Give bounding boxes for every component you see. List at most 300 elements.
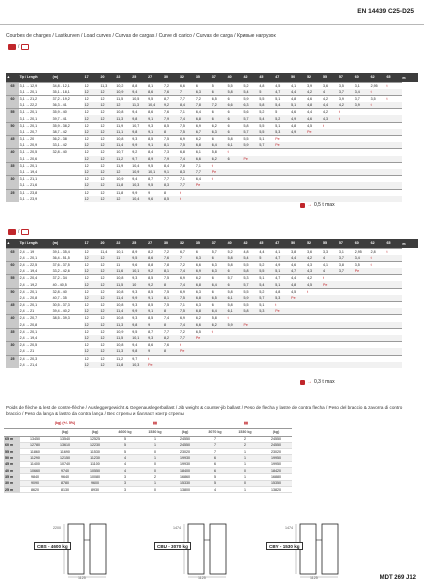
reach-cell: 37,2 - 34 <box>52 275 84 282</box>
trolley-icon <box>8 44 16 50</box>
load-cell: 11,4 <box>116 142 132 149</box>
load-cell: 10,9 <box>116 328 132 335</box>
load-cell: 9,5 <box>132 328 148 335</box>
load-cell: 5,5 <box>259 122 275 129</box>
reach-cell <box>52 335 84 342</box>
load-cell: 10,2 <box>116 82 132 89</box>
weight-cell: 12230 <box>80 442 110 448</box>
load-cell: 12 <box>84 182 100 189</box>
load-cell: 5,4 <box>259 115 275 122</box>
load-cell <box>291 176 307 183</box>
weight-cell: 18400 <box>170 467 200 473</box>
jib-length-cell: 35 <box>6 328 19 335</box>
radius-header: 17 <box>84 239 100 248</box>
load-cell <box>306 335 322 342</box>
load-cell <box>386 255 402 262</box>
load-cell: 5,5 <box>259 95 275 102</box>
weight-cell: 24550 <box>260 442 292 448</box>
load-cell: 12 <box>100 162 116 169</box>
load-cell <box>370 348 386 355</box>
load-cell <box>338 142 354 149</box>
load-cell <box>354 342 370 349</box>
load-cell: 4,8 <box>259 82 275 89</box>
load-cell <box>211 189 227 196</box>
load-cell <box>259 348 275 355</box>
load-cell: 5,4 <box>243 255 259 262</box>
table-row <box>6 315 418 322</box>
load-cell: 7,7 <box>163 176 179 183</box>
load-cell: 5,6 <box>243 109 259 116</box>
ballast-icon-2: ▮▮ <box>200 418 292 428</box>
radius-header: 62 <box>370 73 386 82</box>
range-cell: 2,4 → 19,2 <box>19 282 38 287</box>
range-cell: 3,1 → 23,9 <box>19 197 38 202</box>
weight-cell: 6 <box>200 455 230 461</box>
load-cell: 4,7 <box>275 255 291 262</box>
load-cell: 4,4 <box>322 102 338 109</box>
load-cell: 5 <box>259 255 275 262</box>
reach-cell <box>52 189 84 196</box>
load-cell: 12 <box>100 355 116 362</box>
load-cell: 4,4 <box>291 275 307 282</box>
load-cell: 6 <box>227 122 243 129</box>
load-cell: 6,3 <box>195 302 211 309</box>
radius-header: 65 <box>386 73 402 82</box>
load-cell: 5 <box>211 82 227 89</box>
range-cell: 3,1 → 20,9 <box>19 143 38 148</box>
load-cell <box>306 136 322 143</box>
load-cell <box>259 169 275 176</box>
load-cell <box>370 156 386 163</box>
load-cell: 8,8 <box>148 261 164 268</box>
load-cell: 5,1 <box>259 275 275 282</box>
weight-cell: 7 <box>200 449 230 455</box>
radius-header: 22 <box>116 239 132 248</box>
reach-cell: 35,9 - 40 <box>52 109 84 116</box>
load-cell <box>338 281 354 288</box>
load-cell: t <box>211 176 227 183</box>
standard-label: EN 14439 C25-D25 <box>357 8 414 15</box>
load-cell <box>243 355 259 362</box>
load-cell: 4,9 <box>291 115 307 122</box>
load-cell <box>275 182 291 189</box>
radius-header: 55 <box>322 239 338 248</box>
weight-cell: 9840 <box>20 474 50 480</box>
weight-cell: 9090 <box>20 480 50 486</box>
load-cell: 3,4 <box>354 89 370 96</box>
table-row <box>6 129 418 136</box>
load-cell <box>259 196 275 203</box>
load-cell <box>243 196 259 203</box>
load-cell: Pe <box>211 169 227 176</box>
table-row <box>6 149 418 156</box>
load-cell: 6 <box>211 275 227 282</box>
load-cell: 2,95 <box>354 248 370 255</box>
load-cell <box>354 335 370 342</box>
load-cell: 5,8 <box>227 288 243 295</box>
load-cell: 4,4 <box>291 89 307 96</box>
load-cell: t <box>386 95 402 102</box>
weight-cell: 5 <box>110 442 140 448</box>
load-cell: 6 <box>211 136 227 143</box>
load-cell: 9,3 <box>132 302 148 309</box>
load-cell <box>306 342 322 349</box>
table-row <box>6 109 418 116</box>
load-cell: 11,4 <box>116 295 132 302</box>
load-cell <box>322 156 338 163</box>
reach-cell: 38,5 - 39,3 <box>52 315 84 322</box>
weight-cell: 12525 <box>80 436 110 442</box>
load-cell <box>370 275 386 282</box>
load-cell: 8,2 <box>163 335 179 342</box>
load-cell: t <box>370 89 386 96</box>
load-cell <box>370 142 386 149</box>
block-label: CBY - 1530 kg <box>266 542 303 550</box>
load-cell <box>354 196 370 203</box>
jib-length-cell <box>6 348 19 355</box>
load-cell: Pe <box>148 362 164 369</box>
weight-cell: 16880 <box>260 474 292 480</box>
cw-header: 1530 kg <box>230 428 260 436</box>
load-cell <box>306 156 322 163</box>
load-cell <box>291 189 307 196</box>
load-cell: 3,1 <box>354 82 370 89</box>
load-cell: 12 <box>100 348 116 355</box>
chart1-mode-icons: / <box>8 44 29 50</box>
jib-length-cell: 45 <box>6 302 19 309</box>
load-cell <box>386 109 402 116</box>
load-cell <box>243 342 259 349</box>
load-cell <box>354 348 370 355</box>
range-cell: 2,4 → 21 <box>19 349 35 354</box>
radius-header: 22 <box>116 73 132 82</box>
load-cell: t <box>211 328 227 335</box>
reach-cell <box>52 342 84 349</box>
load-cell <box>322 129 338 136</box>
load-cell: 11,9 <box>116 122 132 129</box>
radius-header: 47 <box>275 73 291 82</box>
weight-cell: 24550 <box>260 436 292 442</box>
load-cell <box>354 176 370 183</box>
ballast-block <box>148 520 258 580</box>
weight-cell: 1 <box>230 455 260 461</box>
load-cell <box>275 362 291 369</box>
table-row <box>6 322 418 329</box>
radius-header: 65 <box>386 239 402 248</box>
load-cell: 10,1 <box>116 248 132 255</box>
load-cell <box>338 156 354 163</box>
load-cell <box>370 189 386 196</box>
weight-icon <box>300 380 305 385</box>
load-cell: 10,7 <box>132 122 148 129</box>
load-cell: 11,3 <box>116 322 132 329</box>
load-cell: Pe <box>179 348 195 355</box>
jib-length-cell <box>6 268 19 275</box>
load-cell <box>195 196 211 203</box>
load-cell <box>227 176 243 183</box>
load-cell: 12 <box>100 308 116 315</box>
weight-cell: 3 <box>110 486 140 492</box>
load-cell <box>370 149 386 156</box>
load-cell: Pe <box>195 335 211 342</box>
load-cell <box>386 156 402 163</box>
jib-length-cell <box>6 142 19 149</box>
ballast-block <box>260 520 370 580</box>
load-cell <box>195 348 211 355</box>
load-cell <box>370 281 386 288</box>
load-cell <box>386 362 402 369</box>
load-cell: 8,1 <box>163 295 179 302</box>
load-cell: 6,3 <box>211 129 227 136</box>
radius-header: 52 <box>306 239 322 248</box>
load-cell: 12 <box>100 182 116 189</box>
load-cell <box>291 315 307 322</box>
load-cell <box>338 275 354 282</box>
load-cell <box>370 109 386 116</box>
load-cell <box>386 322 402 329</box>
load-cell: 9,1 <box>148 308 164 315</box>
load-cell <box>291 136 307 143</box>
load-cell <box>370 362 386 369</box>
load-cell <box>370 302 386 309</box>
load-cell <box>306 169 322 176</box>
load-cell: 6 <box>227 109 243 116</box>
radius-header: 52 <box>306 73 322 82</box>
load-cell <box>306 322 322 329</box>
reach-cell: 36,3 - 41 <box>52 103 67 108</box>
range-cell: 2,4 → 20,7 <box>19 315 52 322</box>
load-cell: 6 <box>195 82 211 89</box>
load-cell <box>291 142 307 149</box>
jib-length-cell: 45 <box>6 136 19 143</box>
load-cell: 11,5 <box>116 335 132 342</box>
load-cell: 5,1 <box>259 302 275 309</box>
load-cell: 9,9 <box>132 189 148 196</box>
load-cell: 12 <box>100 122 116 129</box>
load-cell <box>291 342 307 349</box>
table-row <box>6 342 418 349</box>
load-cell: 4,9 <box>291 129 307 136</box>
weight-cell: 15330 <box>170 480 200 486</box>
load-cell: 7,2 <box>163 248 179 255</box>
load-cell: 6,4 <box>195 109 211 116</box>
load-cell: 10,3 <box>132 182 148 189</box>
table-row <box>6 102 418 109</box>
weight-cell: 5 <box>110 449 140 455</box>
load-cell <box>306 362 322 369</box>
range-cell: 2,4 → 22,5 <box>19 261 52 268</box>
load-cell <box>243 149 259 156</box>
weight-cell: 4 <box>110 455 140 461</box>
table-row <box>6 295 418 302</box>
load-cell: 4,9 <box>275 261 291 268</box>
weight-cell: 12780 <box>20 442 50 448</box>
weight-cell: 2 <box>140 474 170 480</box>
load-cell <box>354 288 370 295</box>
radius-header: 57 <box>338 73 354 82</box>
load-cell: 12 <box>100 342 116 349</box>
weight-cell: 13540 <box>50 436 80 442</box>
subtitle: Courbes de charges / Lastkurven / Load curves / Curvas de cargas / Curve di carico / Curvas de carga / Кривые нагрузок <box>6 33 276 39</box>
cw-header: (kg) <box>170 428 200 436</box>
load-cell: 9,7 <box>132 355 148 362</box>
load-cell <box>179 362 195 369</box>
load-cell: 5,8 <box>243 308 259 315</box>
reach-cell: 39,1 - 35,4 <box>52 248 84 255</box>
load-cell <box>275 169 291 176</box>
load-cell: 5,2 <box>259 261 275 268</box>
weight-cell: 13450 <box>20 436 50 442</box>
reach-cell <box>52 328 84 335</box>
weight-cell: 10740 <box>50 461 80 467</box>
jib-length-cell: 40 m <box>4 467 20 473</box>
load-cell: 9,8 <box>132 322 148 329</box>
load-cell: 5,1 <box>275 95 291 102</box>
load-cell <box>322 182 338 189</box>
load-cell: 4,5 <box>306 122 322 129</box>
load-cell <box>338 169 354 176</box>
load-cell <box>322 162 338 169</box>
load-cell <box>370 176 386 183</box>
reach-cell: 40 - 40,5 <box>52 282 67 287</box>
load-cell <box>243 162 259 169</box>
doc-number: MDT 269 J12 <box>379 575 416 581</box>
range-cell: 3,1 → 20,7 <box>19 129 38 134</box>
radius-header: 20 <box>100 239 116 248</box>
load-cell: Pe <box>275 136 291 143</box>
reach-cell: 30,5 - 37,3 <box>52 302 84 309</box>
load-cell: 7,1 <box>195 162 211 169</box>
load-cell: t <box>370 261 386 268</box>
load-cell: t <box>306 288 322 295</box>
block-label: CBS - 4600 kg <box>34 542 71 550</box>
load-cell: 6,8 <box>195 295 211 302</box>
cw-header: 3070 kg <box>200 428 230 436</box>
range-cell: 3,1 → 20,1 <box>19 162 52 169</box>
block-width: 1125 <box>198 576 206 580</box>
load-cell: 11,6 <box>116 268 132 275</box>
load-cell <box>227 362 243 369</box>
load-cell: 10,8 <box>116 288 132 295</box>
table-row <box>6 176 418 183</box>
load-cell <box>386 275 402 282</box>
load-cell: 6 <box>227 281 243 288</box>
load-cell: 6 <box>227 115 243 122</box>
load-cell <box>243 348 259 355</box>
load-cell: 4,8 <box>291 281 307 288</box>
load-cell: 5,3 <box>243 275 259 282</box>
load-cell: 9,3 <box>148 122 164 129</box>
load-cell: 12 <box>84 288 100 295</box>
load-cell <box>306 162 322 169</box>
load-cell: 5,1 <box>275 122 291 129</box>
load-cell: 4,8 <box>275 288 291 295</box>
load-cell <box>370 295 386 302</box>
jib-length-cell: 25 <box>6 189 19 196</box>
range-cell: 3,1 → 21,6 <box>19 183 38 188</box>
load-cell: 4,2 <box>306 275 322 282</box>
load-cell: 9,8 <box>132 348 148 355</box>
radius-header: 45 <box>259 239 275 248</box>
range-cell: 2,4 → 20,1 <box>19 288 52 295</box>
table-row <box>6 136 418 143</box>
load-cell <box>227 328 243 335</box>
jib-length-cell <box>6 335 19 342</box>
load-cell <box>386 335 402 342</box>
reach-cell <box>52 162 84 169</box>
hook-icon <box>21 44 29 50</box>
load-cell <box>370 308 386 315</box>
range-cell: 2,4 → 20,4 <box>19 275 52 282</box>
load-cell: 7 <box>179 89 195 96</box>
load-cell: 4,5 <box>306 281 322 288</box>
load-cell <box>354 295 370 302</box>
load-cell: 12 <box>100 315 116 322</box>
load-cell: 10,1 <box>148 169 164 176</box>
load-cell <box>291 182 307 189</box>
cw-header: (kg) <box>50 428 80 436</box>
radius-header: 32 <box>179 239 195 248</box>
load-cell: 10,8 <box>116 136 132 143</box>
load-cell: 8,9 <box>148 156 164 163</box>
hook-icon <box>21 229 29 235</box>
range-cell: 3,1 → 12,9 <box>19 82 52 89</box>
jib-length-cell <box>6 322 19 329</box>
load-cell: 6,9 <box>195 268 211 275</box>
load-cell: 5,4 <box>259 281 275 288</box>
load-cell: t <box>179 189 195 196</box>
load-cell: 3,9 <box>338 95 354 102</box>
load-cell: 6 <box>227 129 243 136</box>
load-cell <box>386 328 402 335</box>
weight-cell: 6 <box>200 467 230 473</box>
load-cell: 6,7 <box>195 129 211 136</box>
load-cell <box>386 189 402 196</box>
load-cell: 4,4 <box>259 248 275 255</box>
load-cell: 8,9 <box>132 248 148 255</box>
load-cell <box>338 328 354 335</box>
load-cell: 3,6 <box>306 248 322 255</box>
load-cell <box>370 342 386 349</box>
load-cell <box>243 328 259 335</box>
load-cell <box>386 182 402 189</box>
table-row <box>6 196 418 203</box>
table-row <box>6 281 418 288</box>
load-cell: 12 <box>100 281 116 288</box>
load-cell: 6,1 <box>227 142 243 149</box>
load-cell: 5,8 <box>227 136 243 143</box>
load-cell: 7,2 <box>211 102 227 109</box>
load-cell <box>370 268 386 275</box>
load-cell: 4,1 <box>322 261 338 268</box>
load-cell: 5,4 <box>275 102 291 109</box>
load-cell: 6,9 <box>179 315 195 322</box>
load-cell: 6,8 <box>195 115 211 122</box>
weight-cell: 3 <box>110 480 140 486</box>
load-cell <box>386 348 402 355</box>
load-cell: t <box>338 109 354 116</box>
load-cell: 12 <box>100 109 116 116</box>
load-cell <box>354 315 370 322</box>
load-cell: 3,5 <box>354 261 370 268</box>
radius-header: 62 <box>370 239 386 248</box>
load-cell <box>370 182 386 189</box>
load-cell <box>370 129 386 136</box>
load-cell <box>386 281 402 288</box>
load-cell <box>306 189 322 196</box>
load-cell: 12 <box>84 255 100 262</box>
weight-cell: 9740 <box>50 467 80 473</box>
